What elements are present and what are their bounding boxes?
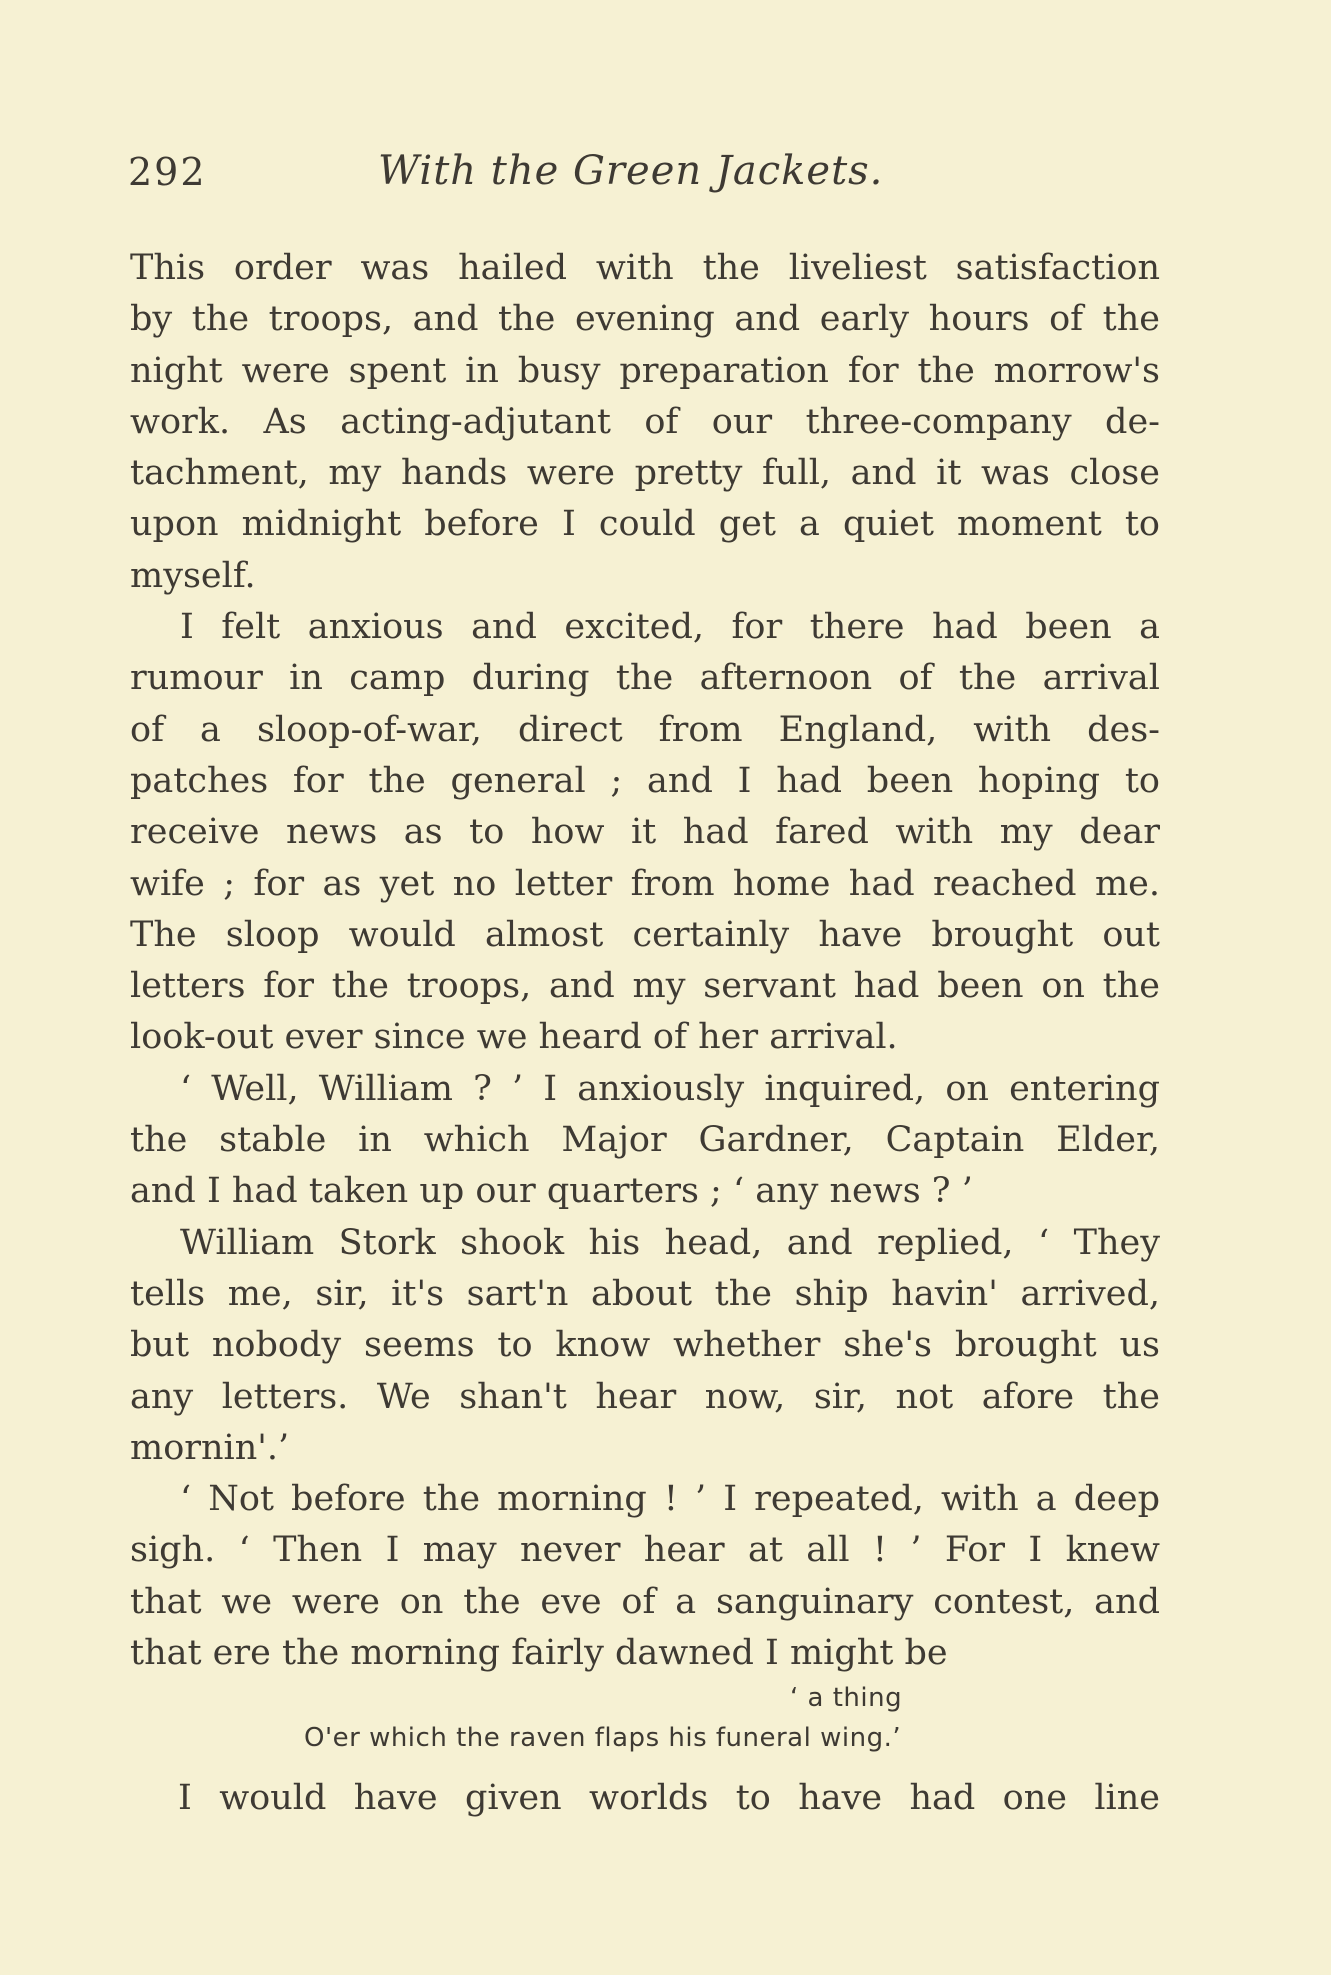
paragraph-start-line: William Stork shook his head, and replied, ‘ They: [180, 1222, 1160, 1263]
page-header: [128, 150, 928, 210]
text-line: that we were on the eve of a sanguinary contest, and: [130, 1581, 1160, 1622]
text-line: sigh. ‘ Then I may never hear at all ! ’ For I knew: [130, 1530, 1160, 1571]
text-line: night were spent in busy preparation for the morrow's: [130, 350, 1160, 391]
text-line: letters for the troops, and my servant had been on the: [130, 966, 1160, 1007]
text-line: but nobody seems to know whether she's brought us: [130, 1325, 1160, 1366]
text-line: work. As acting-adjutant of our three-company de-: [130, 401, 1160, 442]
text-line: any letters. We shan't hear now, sir, not afore the: [130, 1376, 1160, 1417]
text-line: that ere the morning fairly dawned I might be: [130, 1633, 948, 1674]
text-line: of a sloop-of-war, direct from England, with des-: [130, 709, 1160, 750]
text-line: This order was hailed with the liveliest satisfaction: [130, 248, 1160, 288]
text-line: upon midnight before I could get a quiet moment to: [130, 504, 1160, 545]
paragraph-start-line: I felt anxious and excited, for there had been a: [180, 607, 1160, 648]
paragraph-start-line: ‘ Not before the morning ! ’ I repeated, with a deep: [180, 1479, 1160, 1520]
page-number: 292: [128, 150, 207, 194]
text-line: and I had taken up our quarters ; ‘ any news ? ’: [130, 1171, 973, 1212]
verse-quote-line: O'er which the raven flaps his funeral wing.’: [304, 1723, 902, 1753]
paragraph-start-line: I would have given worlds to have had one line: [178, 1778, 1160, 1818]
text-line: myself.: [130, 555, 256, 596]
body-text: [130, 243, 1160, 1679]
text-line: look-out ever since we heard of her arrival.: [130, 1017, 898, 1058]
text-line: rumour in camp during the afternoon of the arrival: [130, 658, 1160, 699]
text-line: tells me, sir, it's sart'n about the ship havin' arrived,: [130, 1273, 1160, 1314]
text-line: by the troops, and the evening and early hours of the: [130, 299, 1160, 340]
paragraph-start-line: ‘ Well, William ? ’ I anxiously inquired, on entering: [180, 1068, 1160, 1109]
text-line: The sloop would almost certainly have brought out: [130, 914, 1160, 955]
verse-quote-line: ‘ a thing: [790, 1683, 903, 1713]
text-line: mornin'.’: [130, 1427, 290, 1468]
text-line: tachment, my hands were pretty full, and it was close: [130, 453, 1160, 494]
text-line: the stable in which Major Gardner, Captain Elder,: [130, 1120, 1160, 1161]
text-line: wife ; for as yet no letter from home had reached me.: [130, 863, 1160, 904]
text-line: receive news as to how it had fared with my dear: [130, 812, 1160, 853]
text-line: patches for the general ; and I had been hoping to: [130, 760, 1160, 801]
running-title: With the Green Jackets.: [378, 148, 884, 194]
